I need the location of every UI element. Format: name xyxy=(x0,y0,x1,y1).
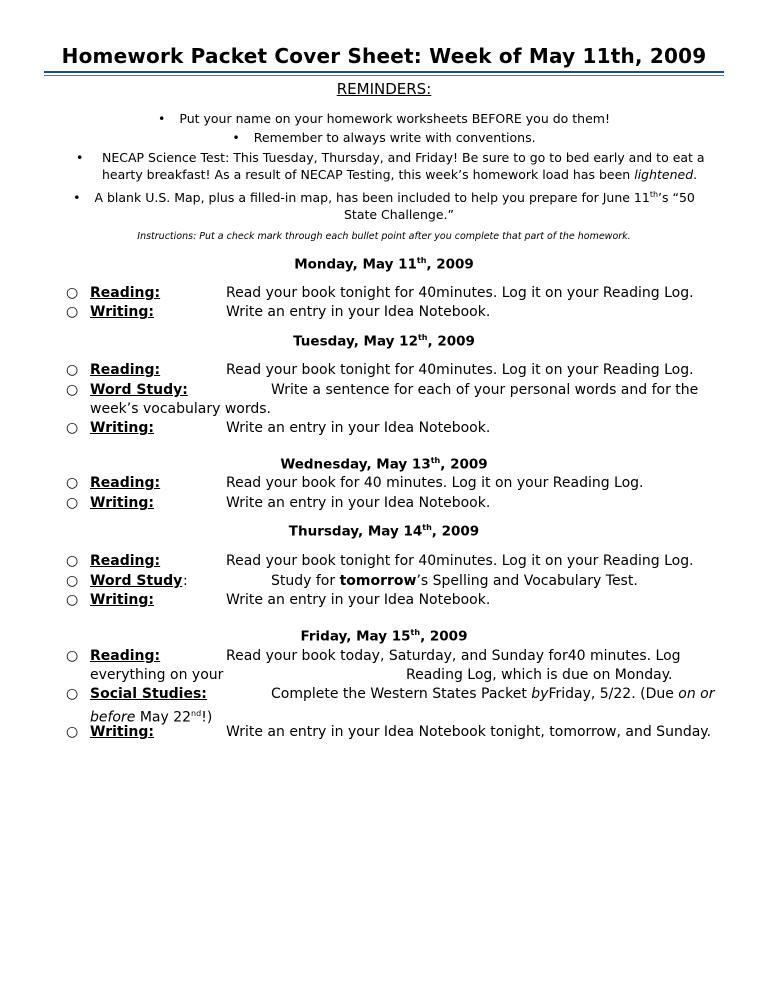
day-heading-friday: Friday, May 15th, 2009 xyxy=(300,628,468,645)
day-heading-tuesday: Tuesday, May 12th, 2009 xyxy=(293,333,475,350)
instructions: Instructions: Put a check mark through each bullet point after you complete that part of the homework. xyxy=(137,231,631,242)
task-continuation: before May 22nd!) xyxy=(90,709,213,726)
checkbox-circle-icon[interactable]: ○ xyxy=(66,495,79,511)
task-continuation: everything on your xyxy=(90,667,224,683)
page-title: Homework Packet Cover Sheet: Week of May 11th, 2009 xyxy=(61,44,707,68)
checkbox-circle-icon[interactable]: ○ xyxy=(66,592,79,608)
checkbox-circle-icon[interactable]: ○ xyxy=(66,475,79,491)
day-heading-thursday: Thursday, May 14th, 2009 xyxy=(288,523,480,540)
checkbox-circle-icon[interactable]: ○ xyxy=(66,362,79,378)
reminder-item: • Remember to always write with conventions. xyxy=(232,130,536,145)
day-heading-wednesday: Wednesday, May 13th, 2009 xyxy=(280,456,488,473)
checkbox-circle-icon[interactable]: ○ xyxy=(66,382,79,398)
bullet-icon: • xyxy=(232,130,240,145)
reminder-item: • A blank U.S. Map, plus a filled-in map, has been included to help you prepare for June 11th’s “50 State Challenge.” xyxy=(73,190,695,223)
reminder-item: • Put your name on your homework worksheets BEFORE you do them! xyxy=(158,111,610,126)
checkbox-circle-icon[interactable]: ○ xyxy=(66,285,79,301)
title-divider xyxy=(44,71,724,73)
checkbox-circle-icon[interactable]: ○ xyxy=(66,553,79,569)
title-divider-thin xyxy=(44,75,724,76)
checkbox-circle-icon[interactable]: ○ xyxy=(66,420,79,436)
task-continuation: week’s vocabulary words. xyxy=(90,401,271,417)
checkbox-circle-icon[interactable]: ○ xyxy=(66,686,79,702)
bullet-icon: • xyxy=(158,111,166,126)
checkbox-circle-icon[interactable]: ○ xyxy=(66,648,79,664)
checkbox-circle-icon[interactable]: ○ xyxy=(66,573,79,589)
checkbox-circle-icon[interactable]: ○ xyxy=(66,304,79,320)
reminders-heading: REMINDERS: xyxy=(336,80,432,98)
task-continuation: Reading Log, which is due on Monday. xyxy=(406,667,673,683)
day-heading-monday: Monday, May 11th, 2009 xyxy=(294,256,474,273)
bullet-icon: • xyxy=(73,190,81,206)
checkbox-circle-icon[interactable]: ○ xyxy=(66,724,79,740)
bullet-icon: • xyxy=(76,150,84,165)
